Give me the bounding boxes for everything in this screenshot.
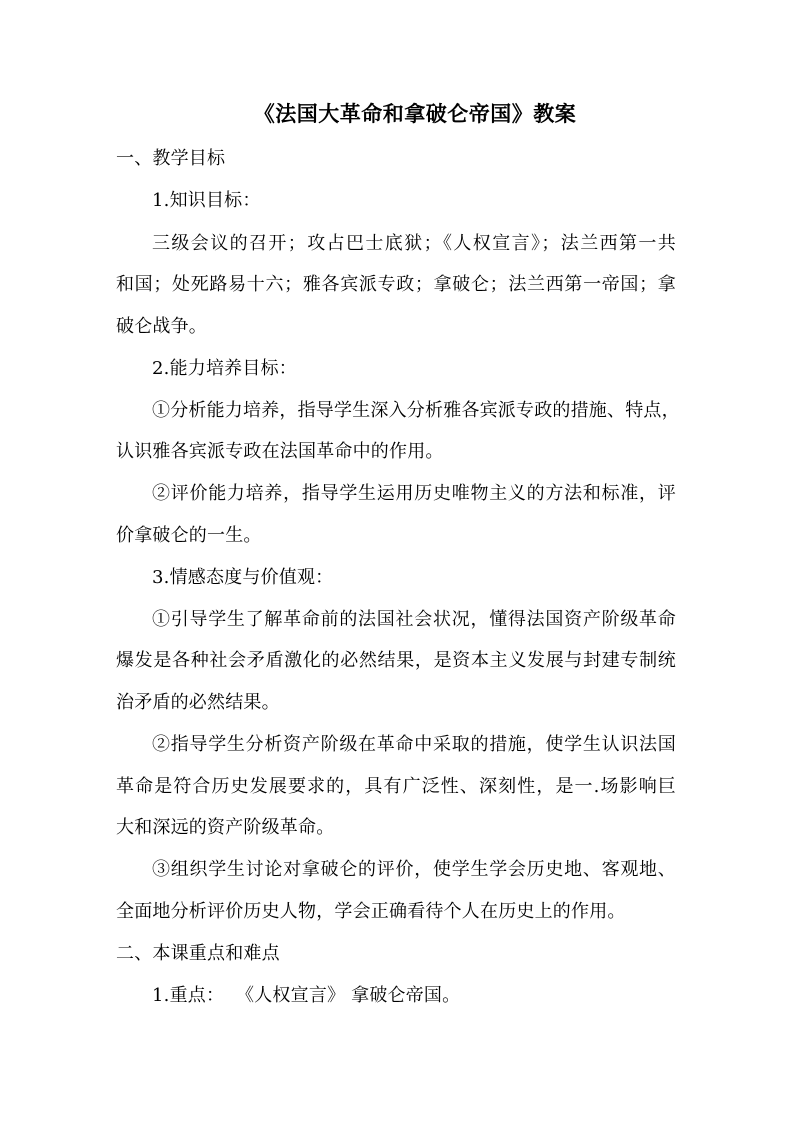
paragraph-line: 大和深远的资产阶级革命。 [116, 817, 335, 838]
paragraph-line: ①分析能力培养，指导学生深入分析雅各宾派专政的措施、特点， [152, 400, 680, 421]
document-title: 《法国大革命和拿破仑帝国》教案 [253, 101, 577, 126]
paragraph-line: 治矛盾的必然结果。 [116, 692, 280, 713]
paragraph-line: ②评价能力培养，指导学生运用历史唯物主义的方法和标准，评 [152, 483, 676, 504]
paragraph-line: 价拿破仑的一生。 [116, 525, 262, 546]
paragraph-line: 破仑战争。 [116, 316, 207, 337]
paragraph-line: ②指导学生分析资产阶级在革命中采取的措施，使学生认识法国 [152, 734, 676, 755]
subheading-knowledge-objectives: 1.知识目标： [152, 190, 261, 211]
subheading-emotion-values: 3.情感态度与价值观： [152, 567, 334, 588]
paragraph-line: ③组织学生讨论对拿破仑的评价，使学生学会历史地、客观地、 [152, 859, 676, 880]
section-heading-teaching-objectives: 一、教学目标 [116, 148, 226, 169]
paragraph-line: 认识雅各宾派专政在法国革命中的作用。 [116, 441, 444, 462]
paragraph-line: 爆发是各种社会矛盾激化的必然结果，是资本主义发展与封建专制统 [116, 650, 676, 671]
paragraph-line: 和国；处死路易十六；雅各宾派专政；拿破仑；法兰西第一帝国；拿 [116, 274, 676, 295]
subheading-ability-objectives: 2.能力培养目标： [152, 358, 297, 379]
section-heading-key-difficult-points: 二、本课重点和难点 [116, 943, 280, 964]
subheading-key-points: 1.重点： 《人权宣言》 拿破仑帝国。 [152, 985, 461, 1006]
paragraph-line: 三级会议的召开；攻占巴士底狱；《人权宣言》；法兰西第一共 [152, 233, 676, 254]
paragraph-line: 全面地分析评价历史人物，学会正确看待个人在历史上的作用。 [116, 901, 626, 922]
paragraph-line: ①引导学生了解革命前的法国社会状况，懂得法国资产阶级革命 [152, 609, 676, 630]
paragraph-line: 革命是符合历史发展要求的，具有广泛性、深刻性，是一.场影响巨 [116, 776, 676, 797]
